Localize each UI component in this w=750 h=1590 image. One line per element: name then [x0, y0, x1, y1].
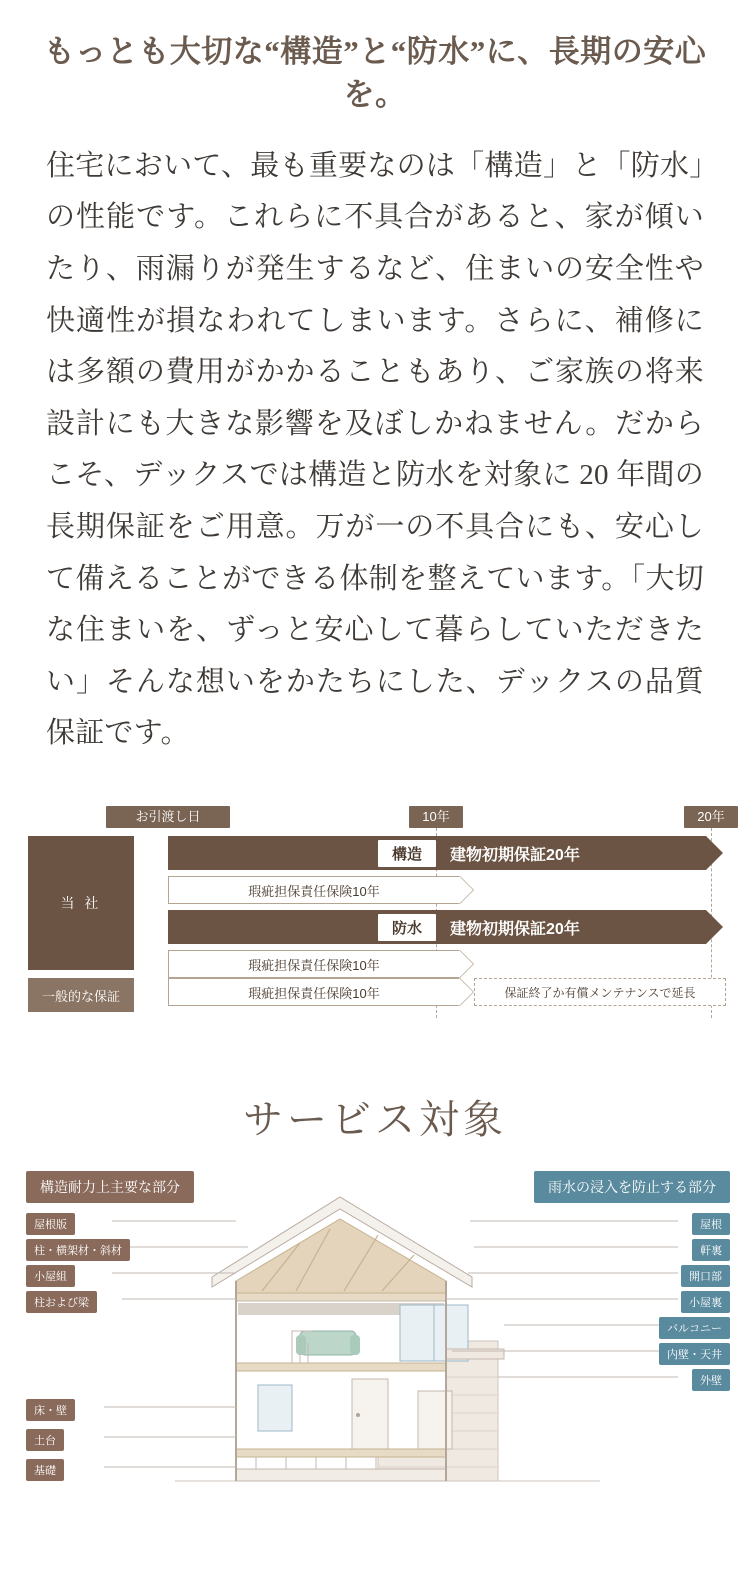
warranty-chart	[28, 806, 725, 1036]
label-attic: 小屋裏	[681, 1291, 730, 1313]
label-openings: 開口部	[681, 1265, 730, 1287]
timeline-label-handover: お引渡し日	[106, 806, 230, 828]
label-floor-wall: 床・壁	[26, 1399, 75, 1421]
structure-heading: 構造耐力上主要な部分	[26, 1171, 194, 1203]
page-title: もっとも大切な“構造”と“防水”に、長期の安心を。	[43, 34, 707, 113]
timeline-label-20y: 20年	[684, 806, 738, 828]
bar-waterproof-tag: 防水	[378, 914, 436, 941]
bar-general-extension: 保証終了か有償メンテナンスで延長	[474, 978, 726, 1006]
label-roof-slab: 屋根版	[26, 1213, 75, 1235]
bar-general-insurance: 瑕疵担保責任保険10年	[168, 978, 460, 1006]
row-group-general: 一般的な保証	[28, 978, 134, 1012]
label-inner-wall: 内壁・天井	[659, 1343, 730, 1365]
row-group-ours: 当 社	[28, 836, 134, 970]
bar-structure-tag: 構造	[378, 840, 436, 867]
bar-waterproof	[168, 910, 706, 944]
label-posts-girders: 柱および梁	[26, 1291, 97, 1313]
label-outer-wall: 外壁	[692, 1369, 730, 1391]
bar-waterproof-insurance: 瑕疵担保責任保険10年	[168, 950, 460, 978]
label-eaves: 軒裏	[692, 1239, 730, 1261]
section-title: サービス対象	[243, 1097, 507, 1143]
water-heading: 雨水の浸入を防止する部分	[534, 1171, 730, 1203]
label-foundation: 基礎	[26, 1459, 64, 1481]
label-balcony: バルコニー	[659, 1317, 730, 1339]
label-roof: 屋根	[692, 1213, 730, 1235]
timeline-label-10y: 10年	[409, 806, 463, 828]
label-sill: 土台	[26, 1429, 64, 1451]
body-paragraph: 住宅において、最も重要なのは「構造」と「防水」の性能です。これらに不具合があると、家が傾いたり、雨漏りが発生するなど、住まいの安全性や快適性が損なわれてしまいます。さらに、補修には多額の費用がかかることもあり、ご家族の将来設計にも大きな影響を及ぼしかねません。だからこそ、デックスでは構造と防水を対象に 20 年間の長期保証をご用意。万が一の不具合にも、安心して備えることができる体制を整えています。「大切な住まいを、ずっと安心して暮らしていただきたい」そんな想いをかたちにした、デックスの品質保証です。	[46, 149, 704, 750]
bar-structure	[168, 836, 706, 870]
house-illustration	[0, 1163, 750, 1503]
bar-structure-label: 建物初期保証20年	[450, 846, 580, 864]
house-diagram	[0, 1163, 750, 1503]
label-columns-beams: 柱・横架材・斜材	[26, 1239, 130, 1261]
bar-structure-insurance: 瑕疵担保責任保険10年	[168, 876, 460, 904]
label-roof-frame: 小屋組	[26, 1265, 75, 1287]
bar-waterproof-label: 建物初期保証20年	[450, 920, 580, 938]
